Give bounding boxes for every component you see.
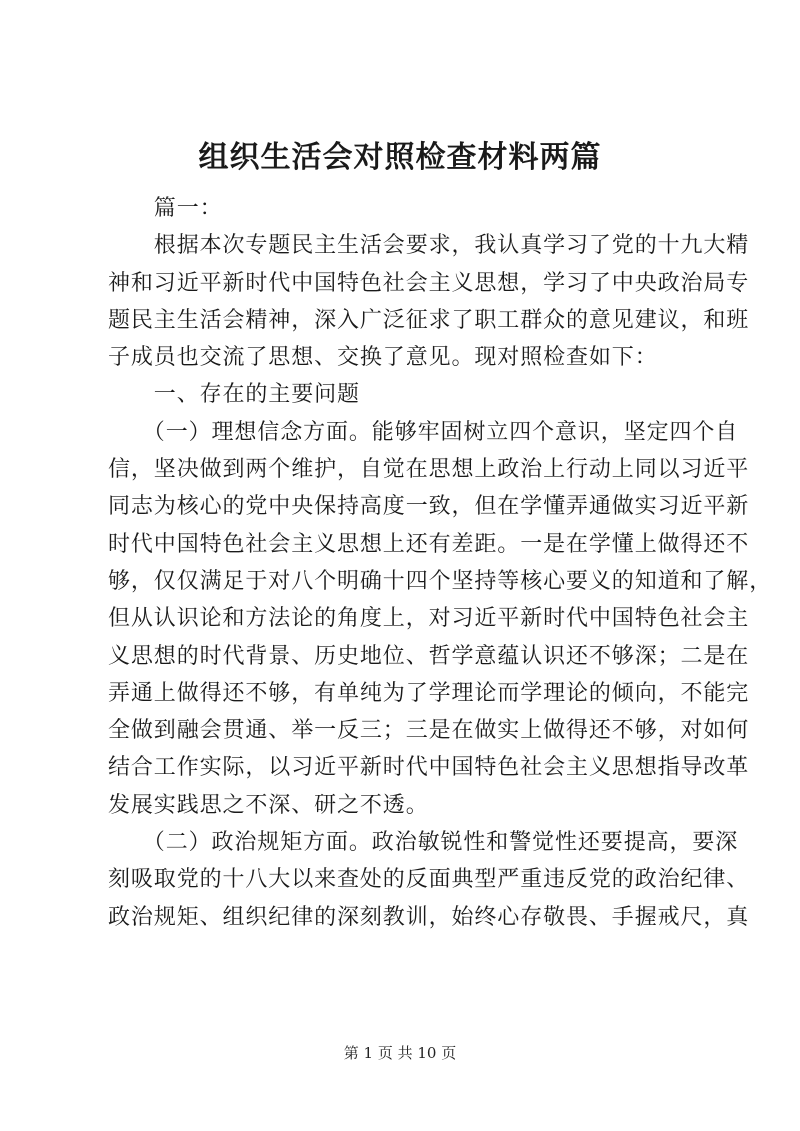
paragraph-line: 根据本次专题民主生活会要求，我认真学习了党的十九大精 xyxy=(108,233,750,259)
paragraph-line: 结合工作实际，以习近平新时代中国特色社会主义思想指导改革 xyxy=(108,755,750,781)
document-title: 组织生活会对照检查材料两篇 xyxy=(198,140,602,175)
paragraph-line: 神和习近平新时代中国特色社会主义思想，学习了中央政治局专 xyxy=(108,270,750,296)
paragraph-line: （二）政治规矩方面。政治敏锐性和警觉性还要提高，要深 xyxy=(108,830,739,856)
paragraph-line: 时代中国特色社会主义思想上还有差距。一是在学懂上做得还不 xyxy=(108,531,750,557)
paragraph-line: 同志为核心的党中央保持高度一致，但在学懂弄通做实习近平新 xyxy=(108,494,750,520)
paragraph-line: 子成员也交流了思想、交换了意见。现对照检查如下： xyxy=(108,345,658,371)
paragraph-line: 但从认识论和方法论的角度上，对习近平新时代中国特色社会主 xyxy=(108,606,750,632)
paragraph-line: 政治规矩、组织纪律的深刻教训，始终心存敬畏、手握戒尺，真 xyxy=(108,904,750,930)
section-heading-main-problems: 一、存在的主要问题 xyxy=(108,382,360,408)
paragraph-line: 题民主生活会精神，深入广泛征求了职工群众的意见建议，和班 xyxy=(108,307,750,333)
paragraph-line: 发展实践思之不深、研之不透。 xyxy=(108,792,429,818)
paragraph-line: （一）理想信念方面。能够牢固树立四个意识，坚定四个自 xyxy=(108,419,739,445)
page-number-footer: 第 1 页 共 10 页 xyxy=(343,1044,457,1062)
paragraph-line: 信，坚决做到两个维护，自觉在思想上政治上行动上同以习近平 xyxy=(108,457,750,483)
document-body xyxy=(108,190,773,936)
paragraph-line: 弄通上做得还不够，有单纯为了学理论而学理论的倾向，不能完 xyxy=(108,680,750,706)
paragraph-line: 刻吸取党的十八大以来查处的反面典型严重违反党的政治纪律、 xyxy=(108,867,750,893)
paragraph-line: 全做到融会贯通、举一反三；三是在做实上做得还不够，对如何 xyxy=(108,718,750,744)
paragraph-line: 义思想的时代背景、历史地位、哲学意蕴认识还不够深；二是在 xyxy=(108,643,750,669)
paragraph-line: 够，仅仅满足于对八个明确十四个坚持等核心要义的知道和了解， xyxy=(108,568,773,594)
section-heading-part-one: 篇一： xyxy=(108,196,223,221)
